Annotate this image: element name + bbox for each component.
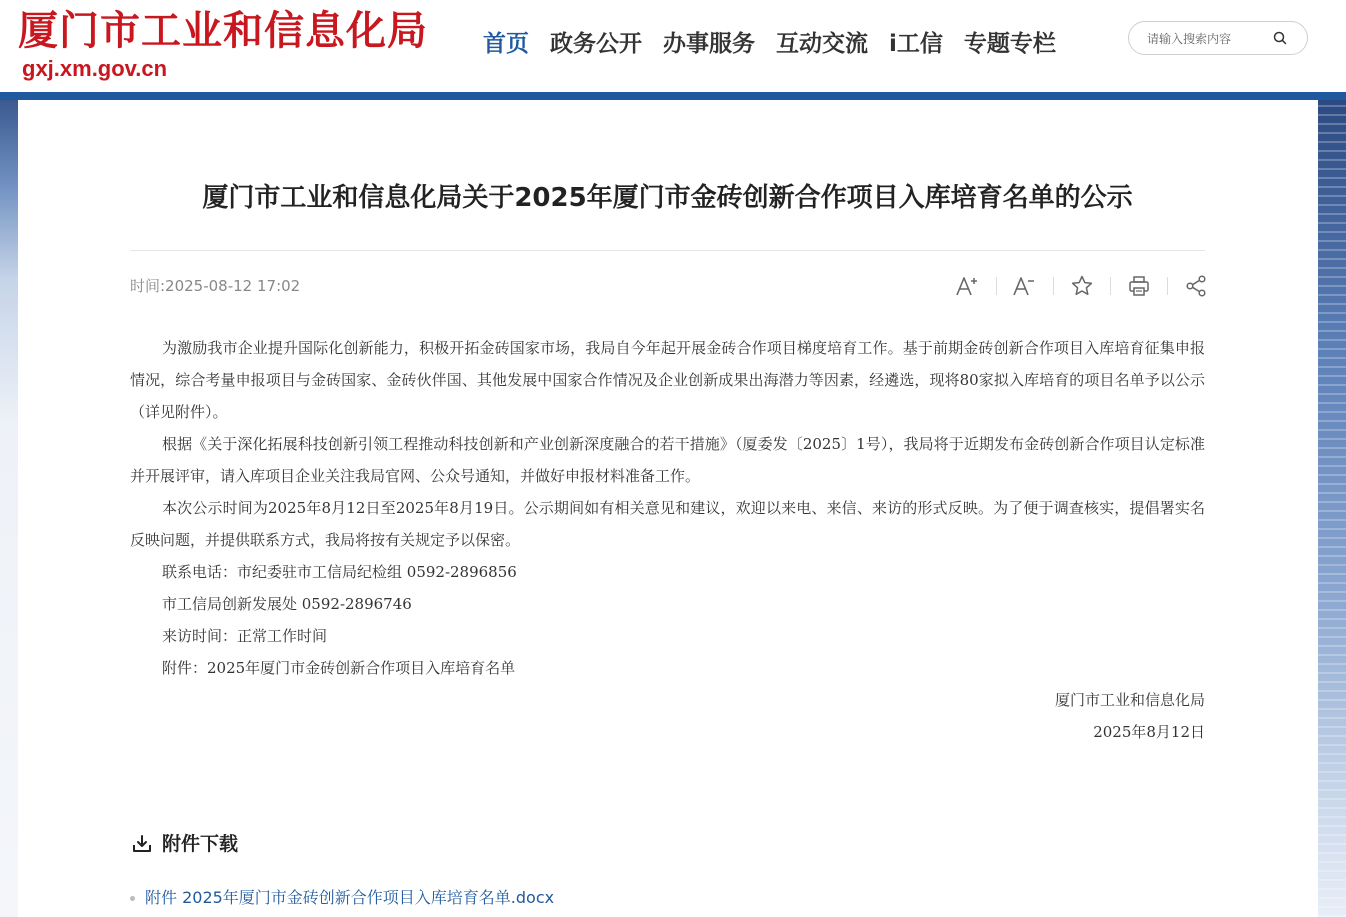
article-paragraph: 根据《关于深化拓展科技创新引领工程推动科技创新和产业创新深度融合的若干措施》（厦委发〔2025〕1号），我局将于近期发布金砖创新合作项目认定标准并开展评审，请入库项目企业关注我局官网、公众号通知，并做好申报材料准备工作。 [130,435,1205,485]
bullet-dot [130,896,135,901]
article-paragraph: 本次公示时间为2025年8月12日至2025年8月19日。公示期间如有相关意见和建议，欢迎以来电、来信、来访的形式反映。为了便于调查核实，提倡署实名反映问题，并提供联系方式，我局将按有关规定予以保密。 [130,499,1205,549]
font-increase-icon [955,274,981,298]
attachment-section-header [130,830,238,858]
publish-time: 时间:2025-08-12 17:02 [130,277,301,295]
share-icon [1184,274,1208,298]
attachment-download-link[interactable]: 附件 2025年厦门市金砖创新合作项目入库培育名单.docx [145,888,555,907]
article-title: 厦门市工业和信息化局关于2025年厦门市金砖创新合作项目入库培育名单的公示 [202,183,1133,213]
tool-separator [1110,277,1111,295]
article-paragraph: 为激励我市企业提升国际化创新能力，积极开拓金砖国家市场，我局自今年起开展金砖合作项目梯度培育工作。基于前期金砖创新合作项目入库培育征集申报情况，综合考量申报项目与金砖国家、金砖伙伴国、其他发展中国家合作情况及企业创新成果出海潜力等因素，经遴选，现将80家拟入库培育的项目名单予以公示（详见附件）。 [130,339,1205,421]
tool-separator [996,277,997,295]
visit-time-line: 来访时间：正常工作时间 [162,627,328,645]
contact-phone-line: 联系电话：市纪委驻市工信局纪检组 0592-2896856 [162,563,517,581]
search-icon[interactable] [1272,30,1288,46]
nav-item-home[interactable]: 首页 [483,31,529,57]
background-right-image [1318,100,1346,917]
download-icon [130,832,154,856]
header-divider-band [0,92,1346,100]
nav-item-interaction[interactable]: 互动交流 [776,31,868,57]
attachment-section-title: 附件下载 [162,833,239,855]
article-tools [950,270,1214,302]
nav-item-gov-affairs[interactable]: 政务公开 [550,31,642,57]
tool-separator [1053,277,1054,295]
font-decrease-button[interactable] [1007,270,1043,302]
tool-separator [1167,277,1168,295]
signature-date: 2025年8月12日 [1093,723,1205,741]
print-button[interactable] [1121,270,1157,302]
site-logo-url[interactable]: gxj.xm.gov.cn [22,56,168,81]
contact-phone-line-2: 市工信局创新发展处 0592-2896746 [162,595,412,613]
printer-icon [1127,274,1151,298]
search-input[interactable] [1147,29,1267,49]
site-logo-name[interactable]: 厦门市工业和信息化局 [18,7,428,54]
star-icon [1070,274,1094,298]
main-nav [483,26,1056,62]
title-divider [130,250,1205,251]
font-increase-button[interactable] [950,270,986,302]
site-header [0,0,1346,92]
nav-item-i-industry[interactable]: i工信 [889,31,943,57]
favorite-button[interactable] [1064,270,1100,302]
share-button[interactable] [1178,270,1214,302]
nav-item-services[interactable]: 办事服务 [663,31,755,57]
article-body [130,332,1205,748]
signature: 厦门市工业和信息化局 [1054,691,1205,709]
font-decrease-icon [1012,274,1038,298]
attachment-list-item [130,886,554,910]
background-left-image [0,100,18,917]
nav-item-topics[interactable]: 专题专栏 [963,31,1056,57]
attachment-line: 附件：2025年厦门市金砖创新合作项目入库培育名单 [162,659,516,677]
